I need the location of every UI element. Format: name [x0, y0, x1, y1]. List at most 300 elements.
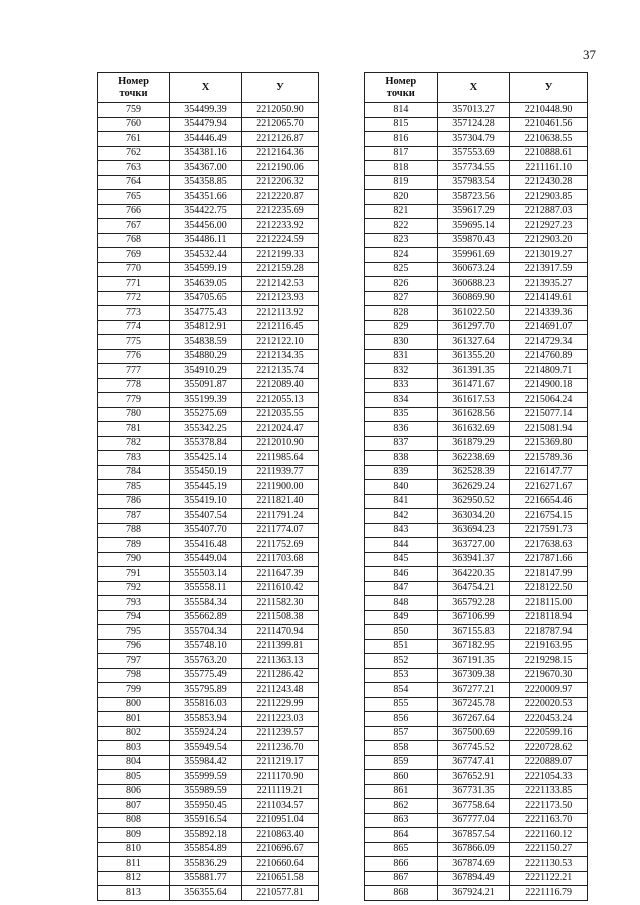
table-row — [98, 494, 319, 509]
y-coordinate-cell: 2215369.80 — [510, 436, 588, 451]
x-coordinate-cell: 355989.59 — [170, 784, 242, 799]
table-row — [365, 857, 588, 872]
y-coordinate-cell: 2212233.92 — [242, 219, 319, 234]
table-row — [365, 407, 588, 422]
y-coordinate-cell: 2212024.47 — [242, 422, 319, 437]
y-coordinate-cell: 2215789.36 — [510, 451, 588, 466]
y-coordinate-cell: 2211119.21 — [242, 784, 319, 799]
point-number-cell: 808 — [98, 813, 170, 828]
x-coordinate-cell: 357734.55 — [437, 161, 510, 176]
header-y: У — [242, 73, 319, 103]
x-coordinate-cell: 355342.25 — [170, 422, 242, 437]
y-coordinate-cell: 2211219.17 — [242, 755, 319, 770]
header-point-number — [98, 73, 170, 103]
table-row — [365, 480, 588, 495]
y-coordinate-cell: 2210461.56 — [510, 117, 588, 132]
point-number-cell: 804 — [98, 755, 170, 770]
point-number-cell: 774 — [98, 320, 170, 335]
point-number-cell: 782 — [98, 436, 170, 451]
x-coordinate-cell: 357553.69 — [437, 146, 510, 161]
table-row — [98, 190, 319, 205]
table-row — [365, 262, 588, 277]
y-coordinate-cell: 2213935.27 — [510, 277, 588, 292]
table-row — [98, 378, 319, 393]
x-coordinate-cell: 354705.65 — [170, 291, 242, 306]
y-coordinate-cell: 2221173.50 — [510, 799, 588, 814]
y-coordinate-cell: 2210660.64 — [242, 857, 319, 872]
table-row — [365, 726, 588, 741]
x-coordinate-cell: 367191.35 — [437, 654, 510, 669]
x-coordinate-cell: 367245.78 — [437, 697, 510, 712]
y-coordinate-cell: 2212142.53 — [242, 277, 319, 292]
x-coordinate-cell: 357124.28 — [437, 117, 510, 132]
y-coordinate-cell: 2220599.16 — [510, 726, 588, 741]
table-row — [365, 190, 588, 205]
point-number-cell: 840 — [365, 480, 438, 495]
table-row — [98, 552, 319, 567]
table-row — [365, 654, 588, 669]
x-coordinate-cell: 355950.45 — [170, 799, 242, 814]
y-coordinate-cell: 2211900.00 — [242, 480, 319, 495]
x-coordinate-cell: 355449.04 — [170, 552, 242, 567]
point-number-cell: 763 — [98, 161, 170, 176]
point-number-cell: 791 — [98, 567, 170, 582]
x-coordinate-cell: 354358.85 — [170, 175, 242, 190]
header-x: X — [437, 73, 510, 103]
point-number-cell: 867 — [365, 871, 438, 886]
y-coordinate-cell: 2214729.34 — [510, 335, 588, 350]
x-coordinate-cell: 367747.41 — [437, 755, 510, 770]
x-coordinate-cell: 359695.14 — [437, 219, 510, 234]
table-row — [98, 828, 319, 843]
y-coordinate-cell: 2212887.03 — [510, 204, 588, 219]
point-number-cell: 823 — [365, 233, 438, 248]
point-number-cell: 792 — [98, 581, 170, 596]
table-row — [98, 262, 319, 277]
point-number-cell: 826 — [365, 277, 438, 292]
y-coordinate-cell: 2212220.87 — [242, 190, 319, 205]
table-row — [98, 799, 319, 814]
table-row — [365, 610, 588, 625]
x-coordinate-cell: 355091.87 — [170, 378, 242, 393]
x-coordinate-cell: 367866.09 — [437, 842, 510, 857]
y-coordinate-cell: 2210951.04 — [242, 813, 319, 828]
point-number-cell: 856 — [365, 712, 438, 727]
table-row — [365, 639, 588, 654]
x-coordinate-cell: 365792.28 — [437, 596, 510, 611]
x-coordinate-cell: 354381.16 — [170, 146, 242, 161]
x-coordinate-cell: 363034.20 — [437, 509, 510, 524]
y-coordinate-cell: 2219670.30 — [510, 668, 588, 683]
y-coordinate-cell: 2216754.15 — [510, 509, 588, 524]
x-coordinate-cell: 355416.48 — [170, 538, 242, 553]
x-coordinate-cell: 355503.14 — [170, 567, 242, 582]
point-number-cell: 816 — [365, 132, 438, 147]
point-number-cell: 794 — [98, 610, 170, 625]
y-coordinate-cell: 2211821.40 — [242, 494, 319, 509]
point-number-cell: 800 — [98, 697, 170, 712]
y-coordinate-cell: 2212055.13 — [242, 393, 319, 408]
y-coordinate-cell: 2210638.55 — [510, 132, 588, 147]
x-coordinate-cell: 367277.21 — [437, 683, 510, 698]
point-number-cell: 865 — [365, 842, 438, 857]
y-coordinate-cell: 2210577.81 — [242, 886, 319, 901]
table-row — [365, 291, 588, 306]
x-coordinate-cell: 361617.53 — [437, 393, 510, 408]
x-coordinate-cell: 355854.89 — [170, 842, 242, 857]
y-coordinate-cell: 2214339.36 — [510, 306, 588, 321]
table-row — [98, 509, 319, 524]
table-row — [98, 770, 319, 785]
x-coordinate-cell: 361022.50 — [437, 306, 510, 321]
y-coordinate-cell: 2216654.46 — [510, 494, 588, 509]
table-row — [365, 581, 588, 596]
y-coordinate-cell: 2215077.14 — [510, 407, 588, 422]
y-coordinate-cell: 2212010.90 — [242, 436, 319, 451]
point-number-cell: 842 — [365, 509, 438, 524]
table-row — [365, 567, 588, 582]
coordinates-table-right — [364, 72, 588, 901]
y-coordinate-cell: 2221116.79 — [510, 886, 588, 901]
x-coordinate-cell: 354367.00 — [170, 161, 242, 176]
x-coordinate-cell: 355199.39 — [170, 393, 242, 408]
x-coordinate-cell: 367106.99 — [437, 610, 510, 625]
table-row — [98, 117, 319, 132]
point-number-cell: 825 — [365, 262, 438, 277]
table-row — [365, 552, 588, 567]
x-coordinate-cell: 354910.29 — [170, 364, 242, 379]
point-number-cell: 844 — [365, 538, 438, 553]
x-coordinate-cell: 355853.94 — [170, 712, 242, 727]
table-row — [365, 509, 588, 524]
table-row — [98, 654, 319, 669]
y-coordinate-cell: 2212164.36 — [242, 146, 319, 161]
table-row — [98, 581, 319, 596]
table-row — [98, 726, 319, 741]
table-row — [365, 204, 588, 219]
table-row — [365, 770, 588, 785]
point-number-cell: 807 — [98, 799, 170, 814]
point-number-cell: 818 — [365, 161, 438, 176]
y-coordinate-cell: 2213917.59 — [510, 262, 588, 277]
header-y: У — [510, 73, 588, 103]
y-coordinate-cell: 2220453.24 — [510, 712, 588, 727]
x-coordinate-cell: 362528.39 — [437, 465, 510, 480]
point-number-cell: 813 — [98, 886, 170, 901]
table-row — [365, 306, 588, 321]
table-row — [365, 828, 588, 843]
y-coordinate-cell: 2214900.18 — [510, 378, 588, 393]
x-coordinate-cell: 355584.34 — [170, 596, 242, 611]
table-row — [365, 712, 588, 727]
x-coordinate-cell: 354532.44 — [170, 248, 242, 263]
table-row — [98, 161, 319, 176]
point-number-cell: 801 — [98, 712, 170, 727]
table-row — [98, 480, 319, 495]
y-coordinate-cell: 2211610.42 — [242, 581, 319, 596]
point-number-cell: 761 — [98, 132, 170, 147]
header-point-line2: точки — [386, 87, 415, 99]
x-coordinate-cell: 355425.14 — [170, 451, 242, 466]
x-coordinate-cell: 355419.10 — [170, 494, 242, 509]
point-number-cell: 798 — [98, 668, 170, 683]
point-number-cell: 771 — [98, 277, 170, 292]
x-coordinate-cell: 354812.91 — [170, 320, 242, 335]
point-number-cell: 830 — [365, 335, 438, 350]
point-number-cell: 817 — [365, 146, 438, 161]
x-coordinate-cell: 361297.70 — [437, 320, 510, 335]
y-coordinate-cell: 2217871.66 — [510, 552, 588, 567]
y-coordinate-cell: 2218118.94 — [510, 610, 588, 625]
point-number-cell: 789 — [98, 538, 170, 553]
table-row — [98, 538, 319, 553]
point-number-cell: 858 — [365, 741, 438, 756]
point-number-cell: 845 — [365, 552, 438, 567]
point-number-cell: 860 — [365, 770, 438, 785]
table-header-row — [98, 73, 319, 103]
x-coordinate-cell: 361327.64 — [437, 335, 510, 350]
y-coordinate-cell: 2220009.97 — [510, 683, 588, 698]
table-row — [98, 219, 319, 234]
x-coordinate-cell: 363727.00 — [437, 538, 510, 553]
x-coordinate-cell: 367652.91 — [437, 770, 510, 785]
x-coordinate-cell: 361471.67 — [437, 378, 510, 393]
x-coordinate-cell: 357013.27 — [437, 103, 510, 118]
point-number-cell: 787 — [98, 509, 170, 524]
y-coordinate-cell: 2212903.20 — [510, 233, 588, 248]
table-row — [98, 610, 319, 625]
y-coordinate-cell: 2217638.63 — [510, 538, 588, 553]
y-coordinate-cell: 2212235.69 — [242, 204, 319, 219]
x-coordinate-cell: 359961.69 — [437, 248, 510, 263]
table-row — [365, 219, 588, 234]
y-coordinate-cell: 2216147.77 — [510, 465, 588, 480]
x-coordinate-cell: 359870.43 — [437, 233, 510, 248]
x-coordinate-cell: 355999.59 — [170, 770, 242, 785]
point-number-cell: 831 — [365, 349, 438, 364]
y-coordinate-cell: 2214149.61 — [510, 291, 588, 306]
y-coordinate-cell: 2211939.77 — [242, 465, 319, 480]
x-coordinate-cell: 360869.90 — [437, 291, 510, 306]
y-coordinate-cell: 2212134.35 — [242, 349, 319, 364]
point-number-cell: 863 — [365, 813, 438, 828]
point-number-cell: 849 — [365, 610, 438, 625]
point-number-cell: 796 — [98, 639, 170, 654]
y-coordinate-cell: 2212116.45 — [242, 320, 319, 335]
point-number-cell: 764 — [98, 175, 170, 190]
y-coordinate-cell: 2212224.59 — [242, 233, 319, 248]
point-number-cell: 820 — [365, 190, 438, 205]
point-number-cell: 768 — [98, 233, 170, 248]
y-coordinate-cell: 2214691.07 — [510, 320, 588, 335]
table-row — [98, 871, 319, 886]
x-coordinate-cell: 367155.83 — [437, 625, 510, 640]
table-row — [98, 625, 319, 640]
table-row — [98, 146, 319, 161]
table-row — [365, 248, 588, 263]
x-coordinate-cell: 367758.64 — [437, 799, 510, 814]
point-number-cell: 868 — [365, 886, 438, 901]
point-number-cell: 762 — [98, 146, 170, 161]
point-number-cell: 788 — [98, 523, 170, 538]
table-row — [98, 567, 319, 582]
x-coordinate-cell: 354456.00 — [170, 219, 242, 234]
table-row — [98, 755, 319, 770]
table-row — [365, 741, 588, 756]
y-coordinate-cell: 2212126.87 — [242, 132, 319, 147]
y-coordinate-cell: 2221054.33 — [510, 770, 588, 785]
x-coordinate-cell: 367745.52 — [437, 741, 510, 756]
table-row — [365, 277, 588, 292]
table-row — [98, 291, 319, 306]
table-row — [98, 407, 319, 422]
table-row — [365, 871, 588, 886]
point-number-cell: 759 — [98, 103, 170, 118]
table-row — [98, 465, 319, 480]
y-coordinate-cell: 2217591.73 — [510, 523, 588, 538]
table-row — [365, 349, 588, 364]
x-coordinate-cell: 355378.84 — [170, 436, 242, 451]
y-coordinate-cell: 2212123.93 — [242, 291, 319, 306]
x-coordinate-cell: 367924.21 — [437, 886, 510, 901]
x-coordinate-cell: 367874.69 — [437, 857, 510, 872]
y-coordinate-cell: 2218787.94 — [510, 625, 588, 640]
x-coordinate-cell: 360673.24 — [437, 262, 510, 277]
point-number-cell: 790 — [98, 552, 170, 567]
x-coordinate-cell: 355916.54 — [170, 813, 242, 828]
table-row — [98, 436, 319, 451]
point-number-cell: 799 — [98, 683, 170, 698]
y-coordinate-cell: 2211239.57 — [242, 726, 319, 741]
point-number-cell: 814 — [365, 103, 438, 118]
point-number-cell: 806 — [98, 784, 170, 799]
table-row — [98, 842, 319, 857]
table-row — [365, 161, 588, 176]
point-number-cell: 852 — [365, 654, 438, 669]
y-coordinate-cell: 2221133.85 — [510, 784, 588, 799]
table-row — [365, 233, 588, 248]
point-number-cell: 827 — [365, 291, 438, 306]
y-coordinate-cell: 2212089.40 — [242, 378, 319, 393]
table-row — [98, 422, 319, 437]
table-row — [365, 422, 588, 437]
table-row — [365, 494, 588, 509]
y-coordinate-cell: 2211161.10 — [510, 161, 588, 176]
x-coordinate-cell: 358723.56 — [437, 190, 510, 205]
table-row — [365, 697, 588, 712]
point-number-cell: 864 — [365, 828, 438, 843]
y-coordinate-cell: 2212190.06 — [242, 161, 319, 176]
table-row — [98, 451, 319, 466]
x-coordinate-cell: 354639.05 — [170, 277, 242, 292]
y-coordinate-cell: 2210696.67 — [242, 842, 319, 857]
point-number-cell: 839 — [365, 465, 438, 480]
y-coordinate-cell: 2221160.12 — [510, 828, 588, 843]
y-coordinate-cell: 2220020.53 — [510, 697, 588, 712]
y-coordinate-cell: 2211243.48 — [242, 683, 319, 698]
point-number-cell: 855 — [365, 697, 438, 712]
point-number-cell: 805 — [98, 770, 170, 785]
y-coordinate-cell: 2216271.67 — [510, 480, 588, 495]
table-row — [98, 306, 319, 321]
page-number: 37 — [583, 47, 596, 62]
point-number-cell: 854 — [365, 683, 438, 698]
point-number-cell: 828 — [365, 306, 438, 321]
y-coordinate-cell: 2215064.24 — [510, 393, 588, 408]
y-coordinate-cell: 2211582.30 — [242, 596, 319, 611]
table-row — [365, 175, 588, 190]
point-number-cell: 850 — [365, 625, 438, 640]
point-number-cell: 829 — [365, 320, 438, 335]
y-coordinate-cell: 2214809.71 — [510, 364, 588, 379]
table-row — [365, 523, 588, 538]
point-number-cell: 835 — [365, 407, 438, 422]
point-number-cell: 802 — [98, 726, 170, 741]
x-coordinate-cell: 355407.70 — [170, 523, 242, 538]
point-number-cell: 784 — [98, 465, 170, 480]
point-number-cell: 838 — [365, 451, 438, 466]
x-coordinate-cell: 367857.54 — [437, 828, 510, 843]
point-number-cell: 779 — [98, 393, 170, 408]
table-row — [98, 277, 319, 292]
table-row — [365, 117, 588, 132]
y-coordinate-cell: 2212050.90 — [242, 103, 319, 118]
y-coordinate-cell: 2211774.07 — [242, 523, 319, 538]
table-row — [365, 132, 588, 147]
y-coordinate-cell: 2211703.68 — [242, 552, 319, 567]
point-number-cell: 797 — [98, 654, 170, 669]
x-coordinate-cell: 367267.64 — [437, 712, 510, 727]
point-number-cell: 836 — [365, 422, 438, 437]
point-number-cell: 853 — [365, 668, 438, 683]
table-row — [365, 451, 588, 466]
point-number-cell: 780 — [98, 407, 170, 422]
table-row — [365, 378, 588, 393]
table-row — [365, 625, 588, 640]
table-row — [98, 132, 319, 147]
y-coordinate-cell: 2221150.27 — [510, 842, 588, 857]
y-coordinate-cell: 2221122.21 — [510, 871, 588, 886]
x-coordinate-cell: 367894.49 — [437, 871, 510, 886]
x-coordinate-cell: 367309.38 — [437, 668, 510, 683]
point-number-cell: 812 — [98, 871, 170, 886]
point-number-cell: 861 — [365, 784, 438, 799]
point-number-cell: 841 — [365, 494, 438, 509]
point-number-cell: 783 — [98, 451, 170, 466]
point-number-cell: 786 — [98, 494, 170, 509]
y-coordinate-cell: 2212035.55 — [242, 407, 319, 422]
x-coordinate-cell: 355275.69 — [170, 407, 242, 422]
y-coordinate-cell: 2212430.28 — [510, 175, 588, 190]
y-coordinate-cell: 2212113.92 — [242, 306, 319, 321]
y-coordinate-cell: 2219163.95 — [510, 639, 588, 654]
x-coordinate-cell: 355984.42 — [170, 755, 242, 770]
x-coordinate-cell: 355445.19 — [170, 480, 242, 495]
table-row — [98, 697, 319, 712]
point-number-cell: 822 — [365, 219, 438, 234]
x-coordinate-cell: 355795.89 — [170, 683, 242, 698]
header-point-number — [365, 73, 438, 103]
y-coordinate-cell: 2211752.69 — [242, 538, 319, 553]
point-number-cell: 847 — [365, 581, 438, 596]
x-coordinate-cell: 355748.10 — [170, 639, 242, 654]
point-number-cell: 765 — [98, 190, 170, 205]
point-number-cell: 851 — [365, 639, 438, 654]
y-coordinate-cell: 2220728.62 — [510, 741, 588, 756]
y-coordinate-cell: 2211508.38 — [242, 610, 319, 625]
y-coordinate-cell: 2211470.94 — [242, 625, 319, 640]
table-row — [98, 712, 319, 727]
